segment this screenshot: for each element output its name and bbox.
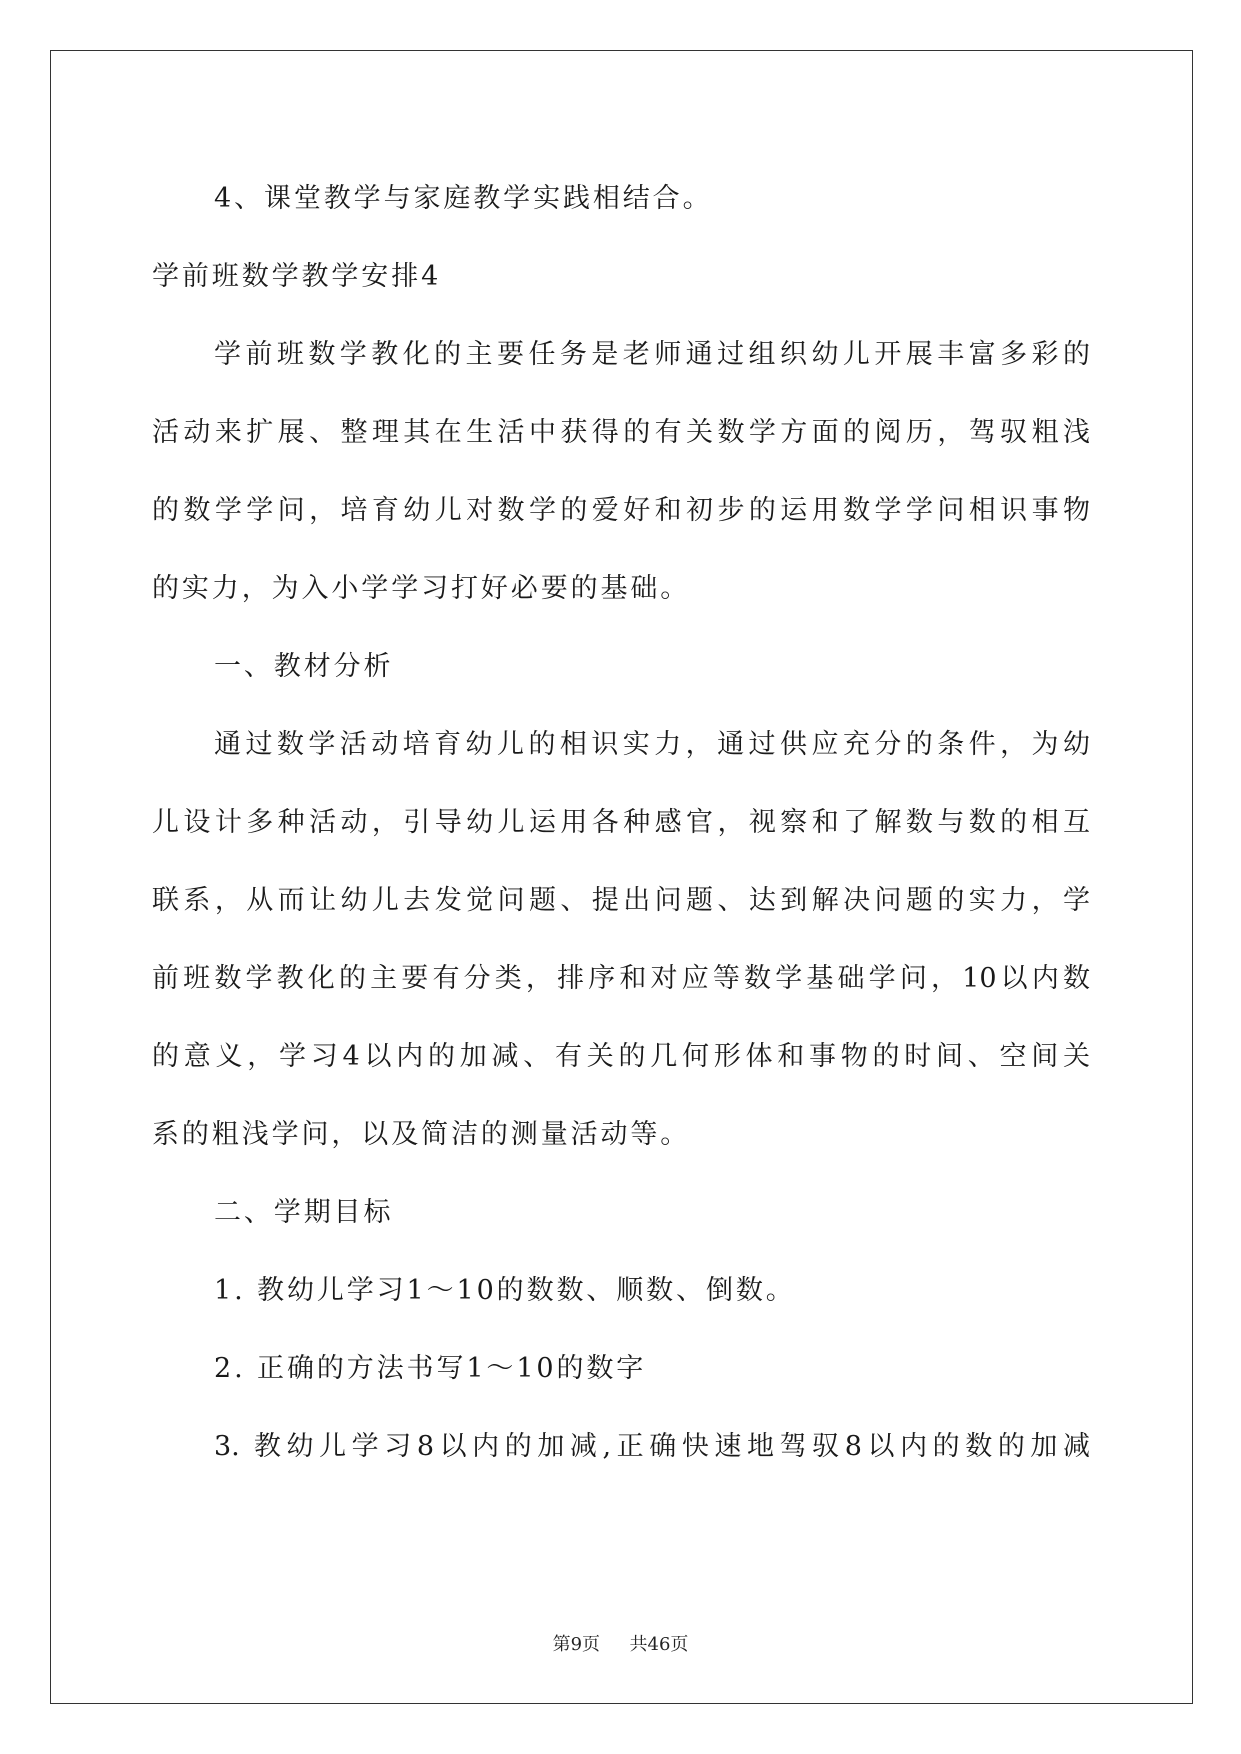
goal-item-2: 2. 正确的方法书写1～10的数字 <box>214 1353 647 1384</box>
paragraph-materials-line: 通过数学活动培育幼儿的相识实力，通过供应充分的条件，为幼 <box>214 729 1090 760</box>
paragraph-materials-line: 儿设计多种活动，引导幼儿运用各种感官，视察和了解数与数的相互 <box>152 807 1090 838</box>
list-item-4-practice: 4、课堂教学与家庭教学实践相结合。 <box>214 183 713 214</box>
page-total: 共46页 <box>629 1634 689 1655</box>
goal-item-1: 1. 教幼儿学习1～10的数数、顺数、倒数。 <box>214 1275 796 1306</box>
paragraph-materials-line: 的意义，学习4以内的加减、有关的几何形体和事物的时间、空间关 <box>152 1041 1090 1072</box>
section-heading-plan-4: 学前班数学教学安排4 <box>152 261 442 292</box>
document-body <box>152 160 1090 1486</box>
paragraph-intro-line: 学前班数学教化的主要任务是老师通过组织幼儿开展丰富多彩的 <box>214 339 1090 370</box>
paragraph-intro-line: 的数学学问，培育幼儿对数学的爱好和初步的运用数学学问相识事物 <box>152 495 1090 526</box>
page-footer <box>0 1630 1241 1656</box>
goal-item-3: 3. 教幼儿学习8以内的加减,正确快速地驾驭8以内的数的加减 <box>214 1431 1090 1462</box>
section-heading-materials: 一、教材分析 <box>214 651 394 682</box>
paragraph-materials-line: 联系，从而让幼儿去发觉问题、提出问题、达到解决问题的实力，学 <box>152 885 1090 916</box>
page-number: 第9页 <box>552 1634 601 1655</box>
paragraph-materials-line: 前班数学教化的主要有分类，排序和对应等数学基础学问，10以内数 <box>152 963 1090 994</box>
section-heading-goals: 二、学期目标 <box>214 1197 394 1228</box>
paragraph-intro-line: 活动来扩展、整理其在生活中获得的有关数学方面的阅历，驾驭粗浅 <box>152 417 1090 448</box>
paragraph-intro-line: 的实力，为入小学学习打好必要的基础。 <box>152 573 691 604</box>
paragraph-materials-line: 系的粗浅学问，以及简洁的测量活动等。 <box>152 1119 691 1150</box>
